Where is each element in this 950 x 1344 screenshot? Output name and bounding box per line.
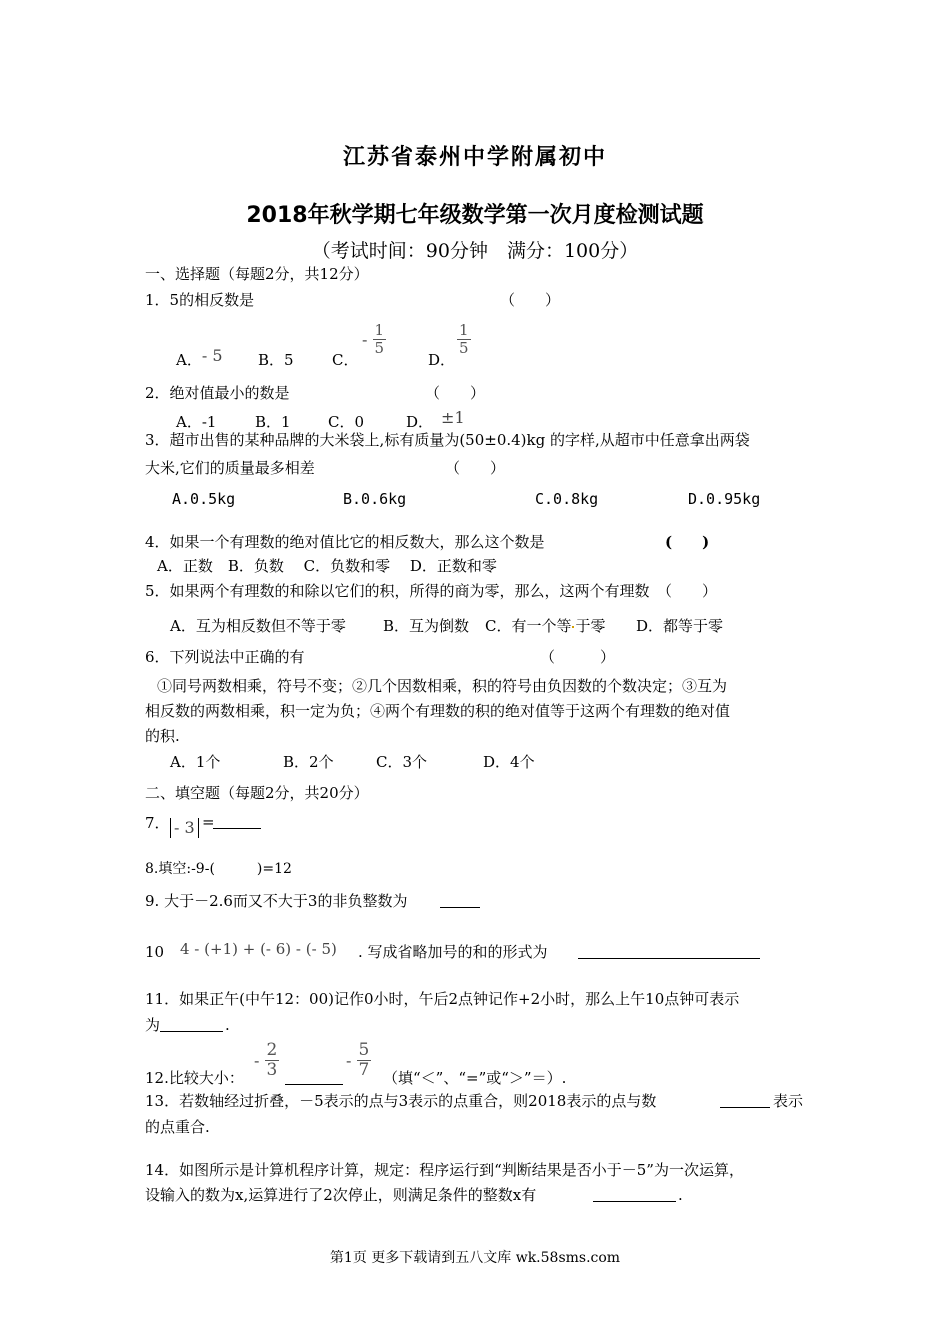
q7-expression	[170, 818, 199, 838]
exam-title: 2018年秋学期七年级数学第一次月度检测试题	[246, 203, 704, 228]
q3-line2: 大米,它们的质量最多相差	[145, 459, 315, 477]
q1-option-c-label: C．	[332, 351, 359, 369]
q2-option-c: C．0	[328, 413, 365, 431]
q5-stem: 5．如果两个有理数的和除以它们的积，所得的商为零，那么，这两个有理数 （ ）	[145, 582, 718, 600]
q1-option-c-fraction: - $\frac{1}{5}$	[362, 321, 385, 357]
q6-line1: ①同号两数相乘，符号不变；②几个因数相乘，积的符号由负因数的个数决定；③互为	[157, 677, 728, 695]
q2-option-b: B．1	[255, 413, 291, 431]
q2-option-a: A．-1	[176, 413, 217, 431]
q2-option-d-value: ±1	[441, 408, 465, 427]
q2-paren: （ ）	[425, 384, 486, 402]
q12-label: 12.比较大小：	[145, 1069, 244, 1087]
q1-option-a: A．- 5	[176, 346, 223, 369]
q10-number: 10	[145, 943, 165, 961]
q3-option-d: D.0.95kg	[688, 490, 761, 508]
q10-answer-blank[interactable]	[578, 958, 760, 959]
q7-number: 7．	[145, 814, 170, 832]
q1-option-d-fraction: $\frac{1}{5}$	[459, 321, 469, 357]
school-title: 江苏省泰州中学附属初中	[342, 144, 607, 170]
q13-answer-blank[interactable]	[720, 1107, 770, 1108]
q1-stem: 1．5的相反数是	[145, 291, 255, 309]
q6-paren: （ ）	[540, 648, 616, 666]
q4-stem: 4．如果一个有理数的绝对值比它的相反数大，那么这个数是	[145, 533, 545, 551]
q1-paren: （ ）	[500, 291, 561, 309]
q6-option-c: C．3个	[376, 753, 428, 771]
q6-line2: 相反数的两数相乘，积一定为负；④两个有理数的积的绝对值等于这两个有理数的绝对值	[145, 702, 731, 720]
q8-text: 8.填空:-9-( )=12	[145, 861, 292, 877]
q12-hint: （填“＜”、“=”或“＞”＝）.	[383, 1069, 567, 1087]
q10-text: . 写成省略加号的和的形式为	[358, 943, 548, 961]
section2-title: 二、填空题（每题2分，共20分）	[145, 784, 369, 802]
q6-option-a: A．1个	[170, 753, 221, 771]
q5-option-a: A．互为相反数但不等于零	[170, 617, 346, 635]
q1-option-b: B．5	[258, 351, 294, 369]
page-footer: 第1页 更多下载请到五八文库 wk.58sms.com	[329, 1250, 621, 1266]
q12-fraction-2: - $\frac{5}{7}$	[346, 1040, 370, 1080]
q3-paren: （ ）	[445, 459, 506, 477]
q13-line2: 的点重合.	[145, 1118, 210, 1136]
q1-option-a-value: - 5	[201, 346, 223, 365]
q5-option-d: D．都等于零	[636, 617, 724, 635]
q3-line1: 3．超市出售的某种品牌的大米袋上,标有质量为(50±0.4)kg 的字样,从超市中任意拿出两袋	[145, 431, 750, 449]
q13-line1-pre: 13．若数轴经过折叠，－5表示的点与3表示的点重合，则2018表示的点与数	[145, 1092, 657, 1110]
q4-options: A．正数 B．负数 C．负数和零 D．正数和零	[157, 557, 497, 575]
q6-line3: 的积.	[145, 727, 180, 745]
q6-option-b: B．2个	[283, 753, 334, 771]
q13-line1-post: 表示	[773, 1092, 804, 1110]
q14-answer-blank[interactable]	[593, 1201, 676, 1202]
q11-line2: 为	[145, 1016, 161, 1034]
q3-option-a: A.0.5kg	[172, 490, 236, 508]
q14-line2: 设输入的数为x,运算进行了2次停止，则满足条件的整数x有	[145, 1186, 537, 1204]
exam-info: （考试时间：90分钟 满分：100分）	[311, 240, 639, 262]
q6-option-d: D．4个	[483, 753, 535, 771]
q12-fraction-1: - $\frac{2}{3}$	[254, 1040, 278, 1080]
q5-option-c: C．有一个等 于零	[485, 617, 606, 635]
q11-answer-blank[interactable]	[160, 1031, 223, 1032]
q2-option-d: D． ±1	[406, 408, 465, 431]
section1-title: 一、选择题（每题2分，共12分）	[145, 265, 369, 283]
q2-stem: 2．绝对值最小的数是	[145, 384, 290, 402]
q7-answer-blank[interactable]	[213, 828, 261, 829]
q10-expression: 4 - (+1) + (- 6) - (- 5)	[180, 940, 337, 958]
q7-equals: =	[202, 813, 215, 831]
q6-stem: 6．下列说法中正确的有	[145, 648, 305, 666]
q12-answer-blank[interactable]	[285, 1084, 343, 1085]
q3-option-c: C.0.8kg	[535, 490, 599, 508]
q3-option-b: B.0.6kg	[343, 490, 407, 508]
q14-line1: 14．如图所示是计算机程序计算，规定：程序运行到“判断结果是否小于－5”为一次运算，	[145, 1161, 744, 1179]
q9-answer-blank[interactable]	[440, 907, 480, 908]
q4-paren: ( )	[665, 533, 710, 551]
q5-option-b: B．互为倒数	[383, 617, 470, 635]
q14-end: .	[678, 1186, 683, 1204]
q9-text: 9. 大于－2.6而又不大于3的非负整数为	[145, 892, 408, 910]
q11-line1: 11．如果正午(中午12：00)记作0小时，午后2点钟记作+2小时，那么上午10点钟可表示	[145, 990, 740, 1008]
absolute-value-expression: - 3	[170, 818, 199, 838]
q1-option-d-label: D．	[428, 351, 456, 369]
q11-end: .	[225, 1016, 230, 1034]
